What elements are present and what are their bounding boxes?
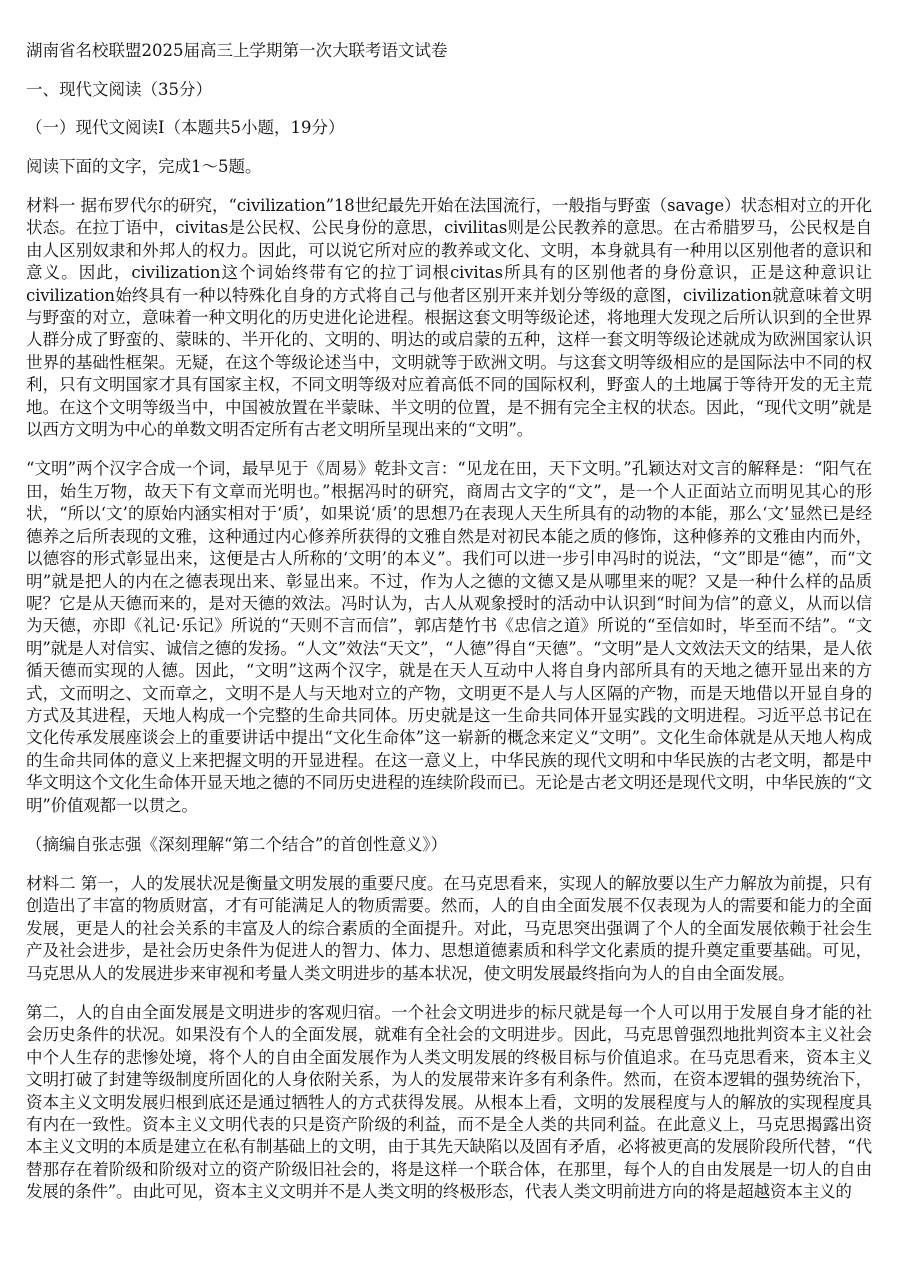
material-2-paragraph-1: 材料二 第一，人的发展状况是衡量文明发展的重要尺度。在马克思看来，实现人的解放要以生产力解放为前提，只有创造出了丰富的物质财富，才有可能满足人的物质需要。然而，人的自由全面发展不仅表现为人的需要和能力的全面发展，更是人的社会关系的丰富及人的综合素质的全面提升。对此，马克思突出强调了个人的全面发展依赖于社会生产及社会进步，是社会历史条件为促进人的智力、体力、思想道德素质和科学文化素质的提升奠定重要基础。可见，马克思从人的发展进步来审视和考量人类文明进步的基本状况，使文明发展最终指向为人的自由全面发展。 xyxy=(26,873,872,983)
subsection-heading: （一）现代文阅读I（本题共5小题，19分） xyxy=(26,118,345,137)
material-1-paragraph-2: “文明”两个汉字合成一个词，最早见于《周易》乾卦文言：“见龙在田，天下文明。”孔颖达对文言的解释是：“阳气在田，始生万物，故天下有文章而光明也。”根据冯时的研究，商周古文字的“文”，是一个人正面站立而明见其心的形状，“所以‘文’的原始内涵实相对于‘质’，如果说‘质’的思想乃在表现人天生所具有的动物的本能，那么‘文’显然已是经德养之后所表现的文雅，这种通过内心修养所获得的文雅自然是对初民本能之质的修饰，这种修养的文雅由内而外，以德容的形式彰显出来，这便是古人所称的‘文明’的本义”。我们可以进一步引申冯时的说法，“文”即是“德”，而“文明”就是把人的内在之德表现出来、彰显出来。不过，作为人之德的文德又是从哪里来的呢？又是一种什么样的品质呢？它是从天德而来的，是对天德的效法。冯时认为，古人从观象授时的活动中认识到“时间为信”的意义，从而以信为天德，亦即《礼记·乐记》所说的“天则不言而信”，郭店楚竹书《忠信之道》所说的“至信如时，毕至而不结”。“文明”就是人对信实、诚信之德的发扬。“人文”效法“天文”，“人德”得自“天德”。“文明”是人文效法天文的结果，是人依循天德而实现的人德。因此，“文明”这两个汉字，就是在天人互动中人将自身内部所具有的天地之德开显出来的方式，文而明之、文而章之，文明不是人与天地对立的产物，文明更不是人与人区隔的产物，而是天地借以开显自身的方式及其进程，天地人构成一个完整的生命共同体。历史就是这一生命共同体开显实践的文明进程。习近平总书记在文化传承发展座谈会上的重要讲话中提出“文化生命体”这一崭新的概念来定义“文明”。文化生命体就是从天地人构成的生命共同体的意义上来把握文明的开显进程。在这一意义上，中华民族的现代文明和中华民族的古老文明，都是中华文明这个文化生命体开显天地之德的不同历史进程的连续阶段而已。无论是古老文明还是现代文明，中华民族的“文明”价值观都一以贯之。 xyxy=(26,459,872,815)
material-1-paragraph-1: 材料一 据布罗代尔的研究，“civilization”18世纪最先开始在法国流行，一般指与野蛮（savage）状态相对立的开化状态。在拉丁语中，civitas是公民权、公民身份的意思，civilitas则是公民教养的意思。在古希腊罗马，公民权是自由人区别奴隶和外邦人的权力。因此，可以说它所对应的教养或文化、文明，本身就具有一种用以区别他者的意识和意义。因此，civilization这个词始终带有它的拉丁词根civitas所具有的区别他者的身份意识，正是这种意识让civilization始终具有一种以特殊化自身的方式将自己与他者区别开来并划分等级的意图，civilization就意味着文明与野蛮的对立，意味着一种文明化的历史进化论进程。根据这套文明等级论述，将地理大发现之后所认识到的全世界人群分成了野蛮的、蒙昧的、半开化的、文明的、明达的或启蒙的五种，这样一套文明等级论述就成为欧洲国家认识世界的基础性框架。无疑，在这个等级论述当中，文明就等于欧洲文明。与这套文明等级相应的是国际法中不同的权利，只有文明国家才具有国家主权，不同文明等级对应着高低不同的国际权利，野蛮人的土地属于等待开发的无主荒地。在这个文明等级当中，中国被放置在半蒙昧、半文明的位置，是不拥有完全主权的状态。因此，“现代文明”就是以西方文明为中心的单数文明否定所有古老文明所呈现出来的“文明”。 xyxy=(26,196,872,440)
material-2-paragraph-2: 第二，人的自由全面发展是文明进步的客观归宿。一个社会文明进步的标尺就是每一个人可以用于发展自身才能的社会历史条件的状况。如果没有个人的全面发展，就难有全社会的文明进步。因此，马克思曾强烈地批判资本主义社会中个人生存的悲惨处境，将个人的自由全面发展作为人类文明发展的终极目标与价值追求。在马克思看来，资本主义文明打破了封建等级制度所固化的人身依附关系，为人的发展带来许多有利条件。然而，在资本逻辑的强势统治下，资本主义文明发展归根到底还是通过牺牲人的方式获得发展。从根本上看，文明的发展程度与人的解放的实现程度具有内在一致性。资本主义文明代表的只是资产阶级的利益，而不是全人类的共同利益。在此意义上，马克思揭露出资本主义文明的本质是建立在私有制基础上的文明，由于其先天缺陷以及固有矛盾，必将被更高的发展阶段所代替，“代替那存在着阶级和阶级对立的资产阶级旧社会的，将是这样一个联合体，在那里，每个人的自由发展是一切人的自由发展的条件”。由此可见，资本主义文明并不是人类文明的终极形态，代表人类文明前进方向的将是超越资本主义的 xyxy=(26,1003,872,1202)
exam-title: 湖南省名校联盟2025届高三上学期第一次大联考语文试卷 xyxy=(26,41,448,60)
reading-instruction: 阅读下面的文字，完成1～5题。 xyxy=(26,157,262,176)
source-note: （摘编自张志强《深刻理解“第二个结合”的首创性意义》） xyxy=(26,834,448,854)
section-heading: 一、现代文阅读（35分） xyxy=(26,80,212,99)
